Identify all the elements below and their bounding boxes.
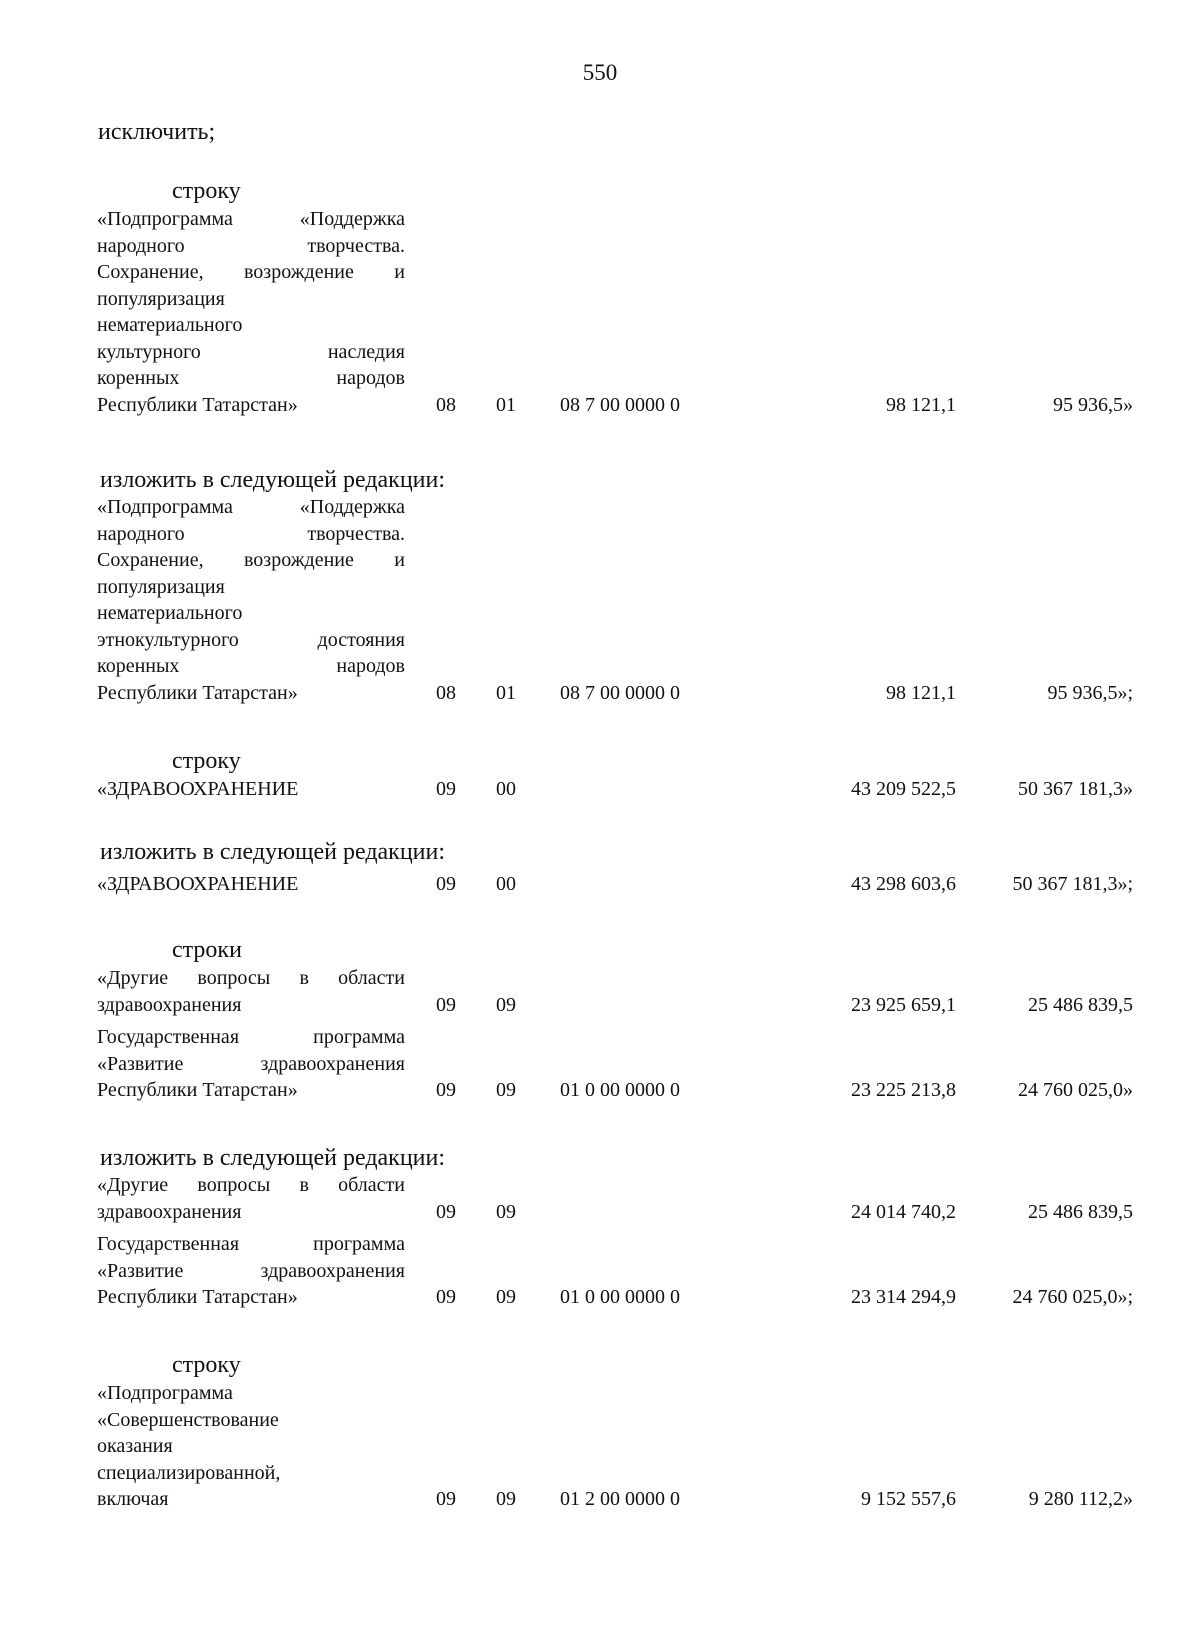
amendment-block bbox=[0, 206, 1200, 418]
subsection-code: 01 bbox=[496, 681, 516, 704]
subsection-code: 09 bbox=[496, 993, 516, 1016]
row-name bbox=[97, 1231, 405, 1311]
block-heading: строку bbox=[172, 748, 241, 774]
amount-year-1: 23 225 213,8 bbox=[851, 1079, 956, 1101]
block-heading: строку bbox=[172, 178, 241, 204]
amount-year-1: 98 121,1 bbox=[886, 681, 956, 704]
row-name-line: Государственная программа bbox=[97, 1233, 405, 1255]
amount-year-1: 24 014 740,2 bbox=[851, 1200, 956, 1223]
amount-year-1: 43 298 603,6 bbox=[851, 873, 956, 895]
table-row bbox=[0, 776, 1200, 803]
row-name-line: этнокультурного достояния bbox=[97, 628, 405, 651]
section-code: 09 bbox=[436, 1079, 456, 1101]
block-heading: изложить в следующей редакции: bbox=[100, 839, 446, 865]
subsection-code: 00 bbox=[496, 873, 516, 895]
target-article-code: 01 0 00 0000 0 bbox=[560, 1286, 680, 1308]
table-row bbox=[0, 871, 1200, 898]
row-name-line: популяризация bbox=[97, 287, 225, 310]
row-name-line: «Подпрограмма «Поддержка bbox=[97, 208, 405, 230]
amendment-block bbox=[0, 776, 1200, 803]
amount-year-2: 9 280 112,2» bbox=[1028, 1488, 1133, 1510]
table-row bbox=[0, 1380, 1200, 1513]
target-article-code: 01 2 00 0000 0 bbox=[560, 1488, 680, 1510]
row-name-line: оказания bbox=[97, 1435, 173, 1457]
row-name-line: «Развитие здравоохранения bbox=[97, 1052, 405, 1075]
amount-year-1: 98 121,1 bbox=[886, 393, 956, 416]
section-code: 09 bbox=[436, 873, 456, 895]
row-name bbox=[97, 871, 405, 898]
row-name-line: Республики Татарстан» bbox=[97, 393, 298, 416]
row-name-line: коренных народов bbox=[97, 655, 405, 677]
page-number: 550 bbox=[582, 60, 618, 85]
table-row bbox=[0, 965, 1200, 1018]
amount-year-2: 95 936,5»; bbox=[1047, 681, 1133, 704]
block-heading: строку bbox=[172, 1352, 241, 1378]
amount-year-1: 23 314 294,9 bbox=[851, 1286, 956, 1308]
amount-year-2: 50 367 181,3»; bbox=[1012, 873, 1133, 895]
amendment-block bbox=[0, 1172, 1200, 1311]
amount-year-2: 25 486 839,5 bbox=[1028, 1200, 1133, 1223]
row-name-line: культурного наследия bbox=[97, 340, 405, 363]
row-name-line: народного творчества. bbox=[97, 234, 405, 257]
row-name-line: здравоохранения bbox=[97, 993, 242, 1016]
amount-year-2: 24 760 025,0» bbox=[1018, 1079, 1133, 1101]
table-row bbox=[0, 1024, 1200, 1104]
table-row bbox=[0, 1231, 1200, 1311]
amendment-block bbox=[0, 871, 1200, 898]
section-code: 09 bbox=[436, 1286, 456, 1308]
intro-text: исключить; bbox=[98, 119, 216, 145]
row-name-line: нематериального bbox=[97, 602, 243, 624]
row-name-line: «ЗДРАВООХРАНЕНИЕ bbox=[97, 873, 299, 895]
subsection-code: 09 bbox=[496, 1079, 516, 1101]
table-row bbox=[0, 206, 1200, 418]
section-code: 08 bbox=[436, 393, 456, 416]
section-code: 09 bbox=[436, 1200, 456, 1223]
row-name bbox=[97, 1024, 405, 1104]
row-name-line: «Совершенствование bbox=[97, 1408, 279, 1431]
amount-year-1: 43 209 522,5 bbox=[851, 778, 956, 800]
row-name-line: Республики Татарстан» bbox=[97, 1079, 298, 1101]
row-name-line: Государственная программа bbox=[97, 1026, 405, 1048]
amount-year-2: 50 367 181,3» bbox=[1018, 778, 1133, 800]
amendment-block bbox=[0, 1380, 1200, 1513]
row-name-line: «Развитие здравоохранения bbox=[97, 1259, 405, 1282]
row-name bbox=[97, 206, 405, 418]
row-name-line: «Подпрограмма bbox=[97, 1382, 233, 1404]
target-article-code: 01 0 00 0000 0 bbox=[560, 1079, 680, 1101]
amendment-block bbox=[0, 965, 1200, 1104]
row-name bbox=[97, 776, 405, 803]
row-name-line: специализированной, bbox=[97, 1461, 281, 1484]
table-row bbox=[0, 1172, 1200, 1225]
section-code: 09 bbox=[436, 778, 456, 800]
row-name-line: Республики Татарстан» bbox=[97, 681, 298, 704]
row-name-line: Сохранение, возрождение и bbox=[97, 261, 405, 283]
amount-year-2: 24 760 025,0»; bbox=[1012, 1286, 1133, 1308]
row-name-line: здравоохранения bbox=[97, 1200, 242, 1223]
row-name bbox=[97, 1380, 405, 1513]
row-name-line: коренных народов bbox=[97, 367, 405, 389]
block-heading: изложить в следующей редакции: bbox=[100, 467, 446, 493]
section-code: 08 bbox=[436, 681, 456, 704]
table-row bbox=[0, 494, 1200, 706]
row-name-line: «ЗДРАВООХРАНЕНИЕ bbox=[97, 778, 299, 800]
row-name-line: включая bbox=[97, 1488, 169, 1510]
row-name bbox=[97, 494, 405, 706]
row-name-line: Сохранение, возрождение и bbox=[97, 549, 405, 571]
subsection-code: 01 bbox=[496, 393, 516, 416]
row-name-line: «Другие вопросы в области bbox=[97, 1174, 405, 1196]
target-article-code: 08 7 00 0000 0 bbox=[560, 681, 680, 704]
amount-year-2: 25 486 839,5 bbox=[1028, 993, 1133, 1016]
subsection-code: 09 bbox=[496, 1286, 516, 1308]
amount-year-2: 95 936,5» bbox=[1053, 393, 1133, 416]
row-name-line: «Подпрограмма «Поддержка bbox=[97, 496, 405, 518]
row-name-line: Республики Татарстан» bbox=[97, 1286, 298, 1308]
target-article-code: 08 7 00 0000 0 bbox=[560, 393, 680, 416]
row-name-line: «Другие вопросы в области bbox=[97, 967, 405, 989]
row-name bbox=[97, 1172, 405, 1225]
block-heading: изложить в следующей редакции: bbox=[100, 1145, 446, 1171]
subsection-code: 00 bbox=[496, 778, 516, 800]
amendment-block bbox=[0, 494, 1200, 706]
row-name-line: популяризация bbox=[97, 575, 225, 598]
amount-year-1: 23 925 659,1 bbox=[851, 993, 956, 1016]
row-name bbox=[97, 965, 405, 1018]
section-code: 09 bbox=[436, 1488, 456, 1510]
row-name-line: нематериального bbox=[97, 314, 243, 336]
row-name-line: народного творчества. bbox=[97, 522, 405, 545]
section-code: 09 bbox=[436, 993, 456, 1016]
block-heading: строки bbox=[172, 937, 242, 963]
subsection-code: 09 bbox=[496, 1488, 516, 1510]
subsection-code: 09 bbox=[496, 1200, 516, 1223]
amount-year-1: 9 152 557,6 bbox=[861, 1488, 956, 1510]
